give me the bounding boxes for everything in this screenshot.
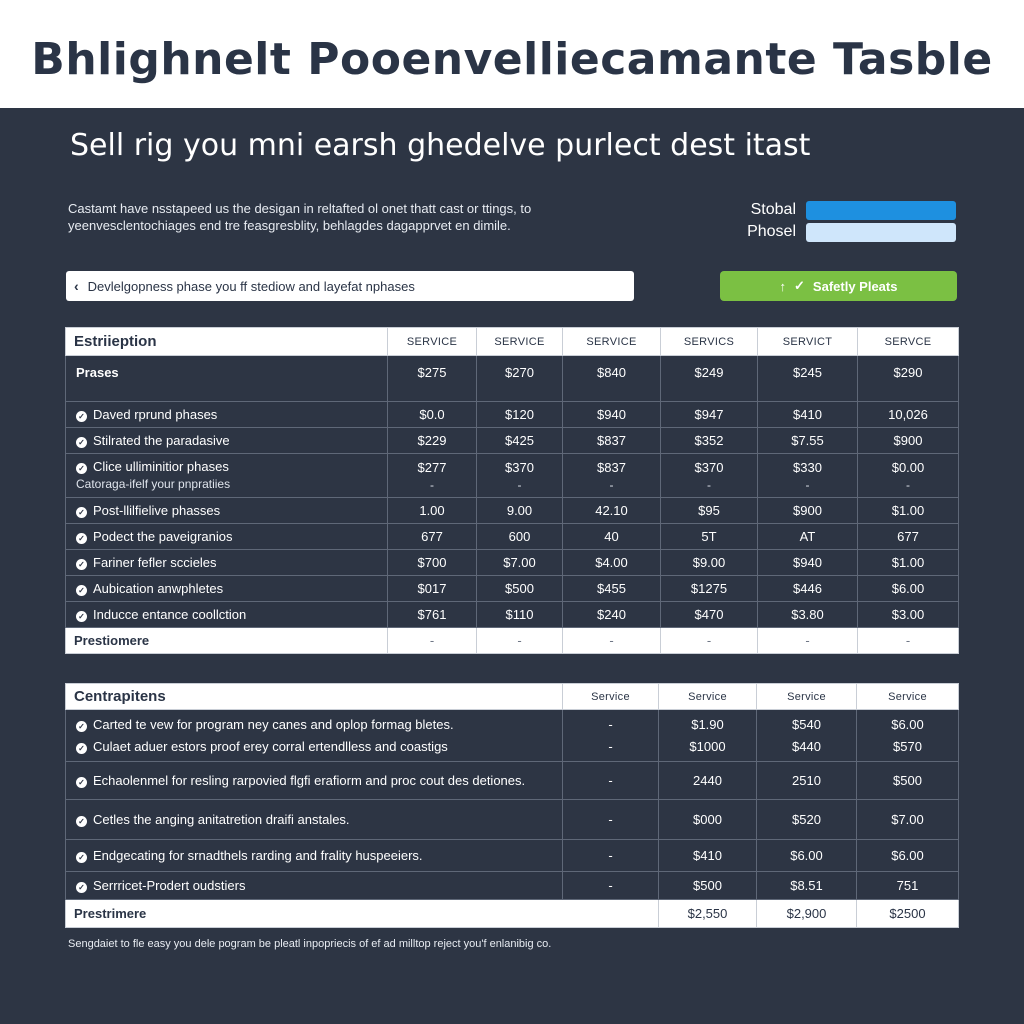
table-header-row — [66, 684, 959, 710]
cell-dash: - — [609, 478, 614, 492]
table-cell: 677 — [388, 524, 477, 550]
table-cell: $900 — [758, 498, 858, 524]
page-title: Bhlighnelt Pooenvelliecamante Tasble — [31, 34, 993, 85]
cell-dash: - — [707, 478, 711, 492]
table-cell: $940 — [758, 550, 858, 576]
table-cell: 9.00 — [477, 498, 563, 524]
cell-value: $6.00 — [891, 716, 924, 732]
cell-value: $837 — [597, 460, 626, 475]
row-label: Podect the paveigranios — [93, 529, 233, 544]
table-cell: $837 — [563, 428, 661, 454]
row-label-cell — [66, 800, 563, 840]
table-cell — [563, 454, 661, 498]
row-label-line — [76, 714, 562, 736]
column-header-service[interactable]: SERVICE — [477, 328, 563, 356]
column-header-service[interactable]: SERVICE — [563, 328, 661, 356]
table-cell: - — [661, 628, 758, 654]
table-cell: $500 — [857, 762, 959, 800]
cell-dash: - — [430, 478, 434, 492]
row-label-line — [76, 736, 562, 758]
table-cell: $947 — [661, 402, 758, 428]
row-label-cell — [66, 576, 388, 602]
legend-item-phosel — [700, 222, 956, 242]
table-cell: 5T — [661, 524, 758, 550]
table-row[interactable] — [66, 454, 959, 498]
table-cell: 10,026 — [858, 402, 959, 428]
table-cell: $290 — [858, 356, 959, 402]
table-cell: 677 — [858, 524, 959, 550]
table-cell: - — [758, 628, 858, 654]
table-cell: - — [563, 628, 661, 654]
footer-total: $2500 — [857, 900, 959, 928]
row-label: Clice ulliminitior phases — [93, 459, 229, 474]
table-cell: $470 — [661, 602, 758, 628]
column-header-service[interactable]: SERVICT — [758, 328, 858, 356]
table-row-group[interactable] — [66, 710, 959, 762]
table-cell — [661, 454, 758, 498]
table-cell: - — [563, 762, 659, 800]
cell-value: $1.90 — [691, 716, 724, 732]
row-label: Post-llilfielive phasses — [93, 503, 221, 518]
table-row[interactable] — [66, 762, 959, 800]
row-label-cell — [66, 428, 388, 454]
table-cell — [388, 454, 477, 498]
table-cell: $410 — [659, 840, 757, 872]
column-header-service[interactable]: Service — [563, 684, 659, 710]
check-circle-icon: ✓ — [76, 882, 87, 893]
legend-swatch — [806, 223, 956, 242]
table-cell — [858, 454, 959, 498]
check-circle-icon: ✓ — [76, 585, 87, 596]
safety-action-label: Safetly Pleats — [812, 278, 898, 294]
subtitle: Sell rig you mni earsh ghedelve purlect dest itast — [70, 128, 811, 163]
cell-value: - — [608, 738, 613, 754]
table-row[interactable] — [66, 402, 959, 428]
legend-swatch — [806, 201, 956, 220]
table-cell: $520 — [757, 800, 857, 840]
table-footer-row — [66, 628, 959, 654]
table-cell: $95 — [661, 498, 758, 524]
table-cell: $0.0 — [388, 402, 477, 428]
table-cell — [477, 454, 563, 498]
table-row[interactable] — [66, 576, 959, 602]
check-circle-icon: ✓ — [76, 611, 87, 622]
table-cell: $700 — [388, 550, 477, 576]
table-cell: $410 — [758, 402, 858, 428]
table-cell: $840 — [563, 356, 661, 402]
table-cell: $1275 — [661, 576, 758, 602]
table-cell: $4.00 — [563, 550, 661, 576]
column-header-service[interactable]: SERVCE — [858, 328, 959, 356]
table-row[interactable] — [66, 428, 959, 454]
table-cell: $7.00 — [477, 550, 563, 576]
cell-value: $277 — [417, 460, 447, 475]
table-row[interactable] — [66, 872, 959, 900]
cell-value: $370 — [694, 460, 724, 475]
table-cell — [758, 454, 858, 498]
column-header-service[interactable]: SERVICE — [388, 328, 477, 356]
table-cell: $8.51 — [757, 872, 857, 900]
pricing-table-contracts — [65, 683, 959, 928]
table-cell: $7.55 — [758, 428, 858, 454]
table-cell: $6.00 — [857, 840, 959, 872]
table-cell: 751 — [857, 872, 959, 900]
row-label-cell — [66, 602, 388, 628]
row-label: Stilrated the paradasive — [93, 433, 230, 448]
check-circle-icon: ✓ — [76, 559, 87, 570]
footer-label: Prestiomere — [66, 628, 388, 654]
table-cell: - — [858, 628, 959, 654]
row-label: Aubication anwphletes — [93, 581, 224, 596]
legend-label: Phosel — [747, 223, 796, 240]
intro-line-2: yeenvesclentochiages end tre feasgresblity, behlagdes dagapprvet en dimile. — [68, 218, 511, 233]
table-cell: $3.00 — [858, 602, 959, 628]
table-cell: 40 — [563, 524, 661, 550]
table-cell: $3.80 — [758, 602, 858, 628]
row-sub-label: Catoraga-ifelf your pnpratiies — [76, 477, 231, 491]
check-circle-icon: ✓ — [76, 533, 87, 544]
column-header-description: Estriieption — [66, 328, 388, 356]
intro-text — [68, 200, 628, 234]
table-cell: - — [563, 872, 659, 900]
table-cell: $270 — [477, 356, 563, 402]
cell-value: $330 — [793, 460, 822, 475]
table-cell: $249 — [661, 356, 758, 402]
table-cell: $245 — [758, 356, 858, 402]
title-bar — [0, 0, 1024, 108]
arrow-up-icon: ↑ — [779, 278, 787, 294]
row-label-cell — [66, 550, 388, 576]
table-cell — [757, 710, 857, 762]
row-label: Culaet aduer estors proof erey corral ertendlless and coastigs — [93, 738, 448, 754]
row-label: Fariner fefler sccieles — [93, 555, 217, 570]
intro-line-1: Castamt have nsstapeed us the desigan in reltafted ol onet thatt cast or ttings, to — [68, 201, 532, 216]
table-cell: $455 — [563, 576, 661, 602]
table-row[interactable] — [66, 550, 959, 576]
row-label-cell — [66, 498, 388, 524]
check-icon: ✓ — [794, 278, 805, 293]
table-cell: $900 — [858, 428, 959, 454]
check-circle-icon: ✓ — [76, 411, 87, 422]
check-circle-icon: ✓ — [76, 507, 87, 518]
table-cell: $6.00 — [858, 576, 959, 602]
table-cell — [659, 710, 757, 762]
phase-filter-input[interactable] — [66, 271, 634, 301]
table-cell — [563, 710, 659, 762]
table-cell: $1.00 — [858, 498, 959, 524]
check-circle-icon: ✓ — [76, 721, 87, 732]
row-label-cell — [66, 524, 388, 550]
row-label: Endgecating for srnadthels rarding and frality huspeeiers. — [93, 848, 423, 863]
table-cell: $6.00 — [757, 840, 857, 872]
table-cell: $500 — [477, 576, 563, 602]
table-cell: $000 — [659, 800, 757, 840]
table-cell: - — [563, 800, 659, 840]
table-cell: $446 — [758, 576, 858, 602]
row-label-cell — [66, 454, 388, 498]
legend-label: Stobal — [750, 201, 796, 218]
table-cell: - — [563, 840, 659, 872]
chevron-left-icon[interactable]: ‹ — [74, 278, 79, 294]
cell-dash: - — [517, 478, 522, 492]
table-cell: $275 — [388, 356, 477, 402]
table-cell: $240 — [563, 602, 661, 628]
cell-value: $540 — [792, 716, 821, 732]
table-cell: $229 — [388, 428, 477, 454]
safety-action-button[interactable] — [720, 271, 957, 301]
cell-dash: - — [805, 478, 810, 492]
footer-label: Prestrimere — [66, 900, 659, 928]
table-row[interactable] — [66, 602, 959, 628]
table-cell: 600 — [477, 524, 563, 550]
footer-note: Sengdaiet to fle easy you dele pogram be pleatl inpopriecis of ef ad milltop reject you'f enlanibig co. — [68, 938, 552, 950]
cell-dash: - — [906, 478, 910, 492]
table-cell: 42.10 — [563, 498, 661, 524]
check-circle-icon: ✓ — [76, 852, 87, 863]
cell-value: $1000 — [689, 738, 726, 754]
table-row[interactable] — [66, 840, 959, 872]
cell-value: $570 — [893, 738, 922, 754]
footer-total: $2,900 — [757, 900, 857, 928]
table-cell: - — [388, 628, 477, 654]
check-circle-icon: ✓ — [76, 463, 87, 474]
row-label-cell — [66, 762, 563, 800]
check-circle-icon: ✓ — [76, 777, 87, 788]
table-cell: 2510 — [757, 762, 857, 800]
pricing-table-phases — [65, 327, 959, 654]
column-header-service[interactable]: Service — [659, 684, 757, 710]
phases-row — [66, 356, 959, 402]
row-label: Carted te vew for program ney canes and oplop formag bletes. — [93, 716, 454, 732]
table-cell: 1.00 — [388, 498, 477, 524]
table-cell — [857, 710, 959, 762]
cell-value: $370 — [505, 460, 534, 475]
cell-value: $0.00 — [891, 460, 925, 475]
row-label-cell — [66, 872, 563, 900]
check-circle-icon: ✓ — [76, 743, 87, 754]
column-header-service[interactable]: SERVICS — [661, 328, 758, 356]
table-cell: $9.00 — [661, 550, 758, 576]
row-label: Cetles the anging anitatretion draifi anstales. — [93, 812, 350, 827]
row-label: Echaolenmel for resling rarpovied flgfi erafiorm and proc cout des detiones. — [93, 773, 526, 788]
footer-total: $2,550 — [659, 900, 757, 928]
table-cell: $1.00 — [858, 550, 959, 576]
table-cell: - — [477, 628, 563, 654]
table-footer-row — [66, 900, 959, 928]
row-label-cell — [66, 840, 563, 872]
table-row[interactable] — [66, 524, 959, 550]
row-label: Daved rprund phases — [93, 407, 218, 422]
table-cell: $110 — [477, 602, 563, 628]
table-row[interactable] — [66, 498, 959, 524]
column-header-description: Centrapitens — [66, 684, 563, 710]
phase-filter-value: Devlelgopness phase you ff stediow and layefat nphases — [87, 278, 415, 294]
table-cell: $500 — [659, 872, 757, 900]
table-cell: $352 — [661, 428, 758, 454]
column-header-service[interactable]: Service — [757, 684, 857, 710]
table-cell: $017 — [388, 576, 477, 602]
check-circle-icon: ✓ — [76, 437, 87, 448]
table-header-row — [66, 328, 959, 356]
column-header-service[interactable]: Service — [857, 684, 959, 710]
table-row[interactable] — [66, 800, 959, 840]
row-label: Prases — [66, 356, 388, 402]
cell-value: - — [608, 716, 613, 732]
row-label-cell — [66, 710, 563, 762]
table-cell: $120 — [477, 402, 563, 428]
table-cell: $7.00 — [857, 800, 959, 840]
row-label: Serrricet-Prodert oudstiers — [93, 878, 246, 893]
table-cell: 2440 — [659, 762, 757, 800]
table-cell: $940 — [563, 402, 661, 428]
table-cell: $761 — [388, 602, 477, 628]
legend-item-stobal — [700, 200, 956, 220]
check-circle-icon: ✓ — [76, 816, 87, 827]
cell-value: $440 — [792, 738, 821, 754]
table-cell: $425 — [477, 428, 563, 454]
table-cell: AT — [758, 524, 858, 550]
row-label-cell — [66, 402, 388, 428]
row-label: Inducce entance coollction — [93, 607, 247, 622]
